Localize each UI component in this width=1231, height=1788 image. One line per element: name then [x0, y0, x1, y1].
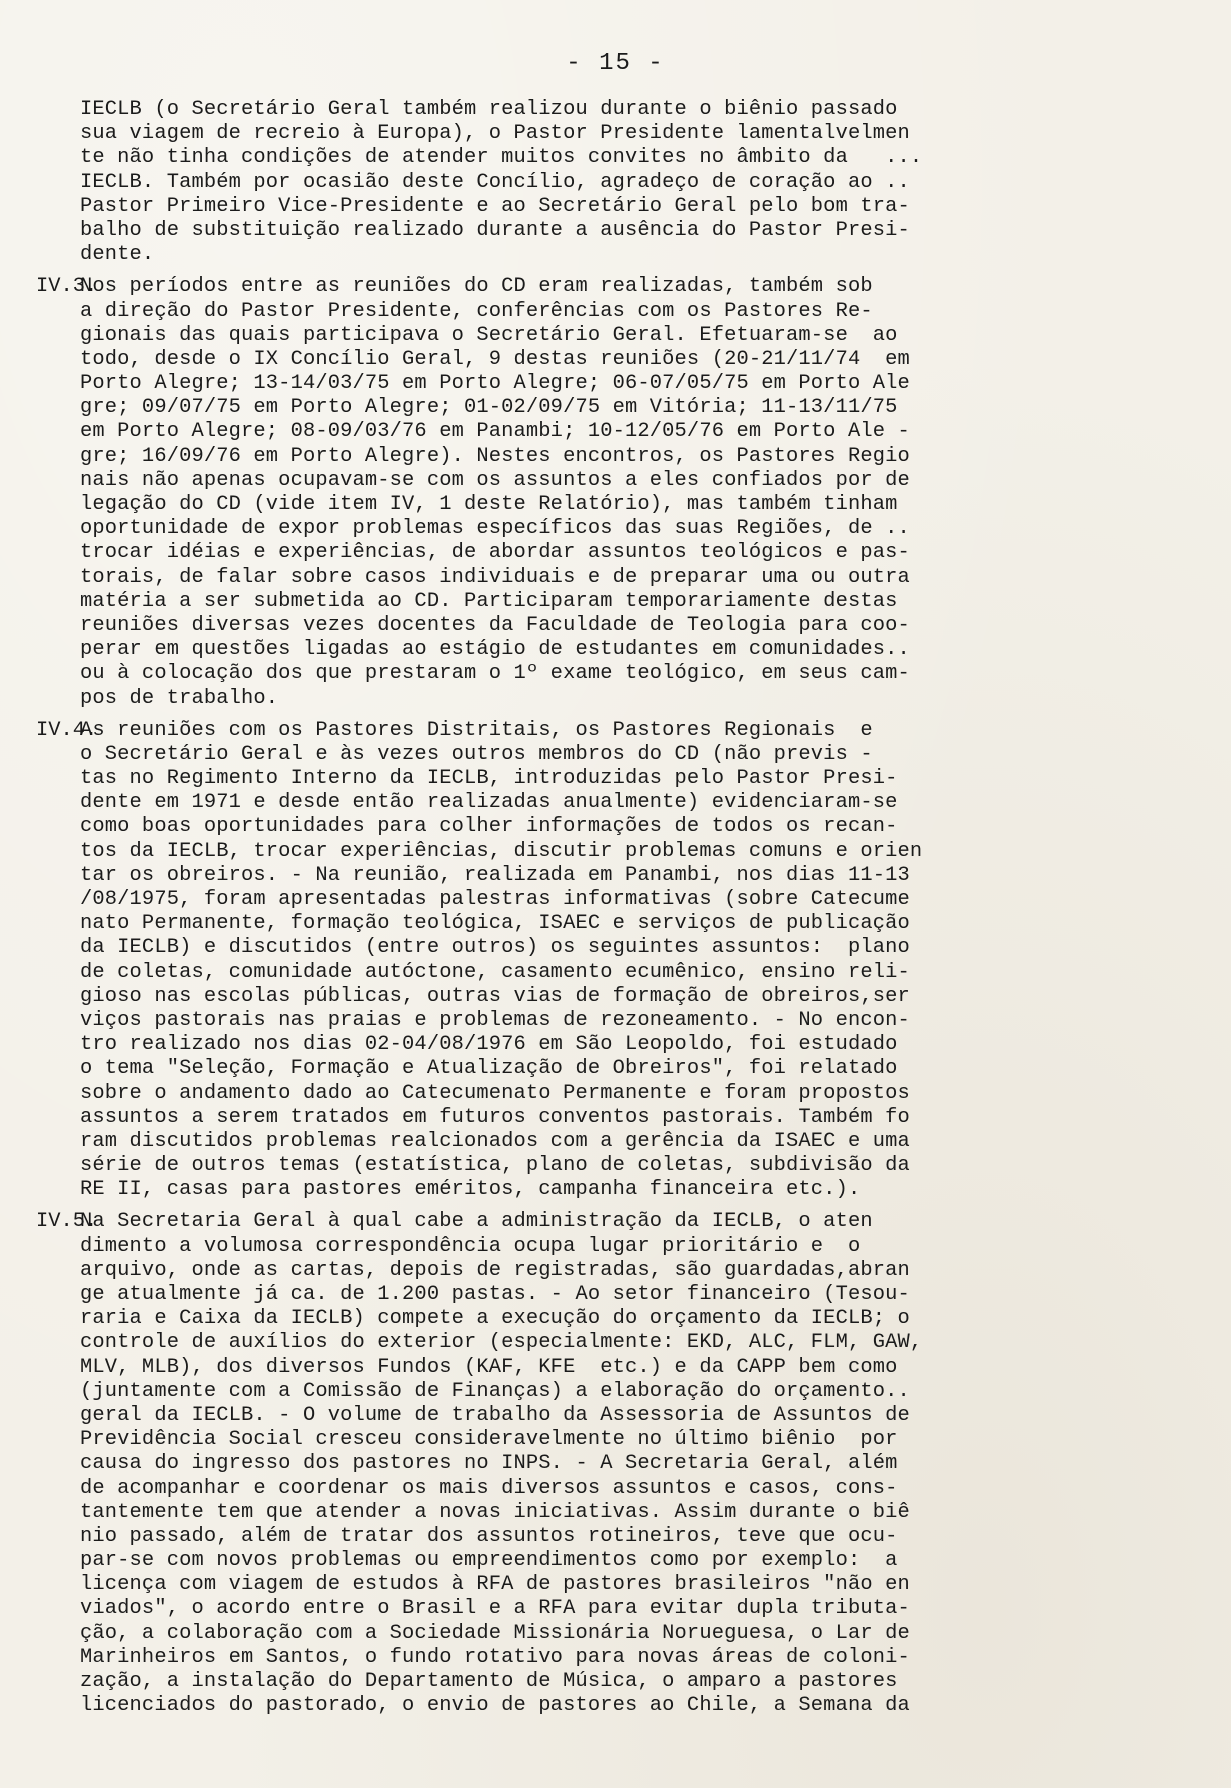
- text-line: balho de substituição realizado durante a ausência do Pastor Presi-: [80, 218, 910, 242]
- page-number: - 15 -: [566, 50, 665, 77]
- text-line: gre; 16/09/76 em Porto Alegre). Nestes encontros, os Pastores Regio: [80, 444, 910, 468]
- text-line: todo, desde o IX Concílio Geral, 9 destas reuniões (20-21/11/74 em: [80, 347, 910, 371]
- text-line: de coletas, comunidade autóctone, casamento ecumênico, ensino reli-: [80, 960, 910, 984]
- text-line: em Porto Alegre; 08-09/03/76 em Panambi; 10-12/05/76 em Porto Ale -: [80, 420, 910, 444]
- text-line: Porto Alegre; 13-14/03/75 em Porto Alegre; 06-07/05/75 em Porto Ale: [80, 372, 910, 396]
- text-line: sua viagem de recreio à Europa), o Pastor Presidente lamentalvelmen: [80, 122, 910, 146]
- text-line: dimento a volumosa correspondência ocupa lugar prioritário e o: [80, 1234, 861, 1258]
- text-line: controle de auxílios do exterior (especialmente: EKD, ALC, FLM, GAW,: [80, 1331, 923, 1355]
- text-line: Na Secretaria Geral à qual cabe a administração da IECLB, o aten: [80, 1210, 873, 1234]
- text-line: ram discutidos problemas realcionados com a gerência da ISAEC e uma: [80, 1129, 910, 1153]
- text-line: par-se com novos problemas ou empreendimentos como por exemplo: a: [80, 1549, 898, 1573]
- text-line: ge atualmente já ca. de 1.200 pastas. - Ao setor financeiro (Tesou-: [80, 1283, 910, 1306]
- section-iv-3: [36, 275, 1080, 710]
- text-line: MLV, MLB), dos diversos Fundos (KAF, KFE etc.) e da CAPP bem como: [80, 1355, 898, 1379]
- text-line: Marinheiros em Santos, o fundo rotativo para novas áreas de coloni-: [80, 1645, 910, 1669]
- text-line: ou à colocação dos que prestaram o 1º exame teológico, em seus cam-: [80, 662, 910, 686]
- text-line: raria e Caixa da IECLB) compete a execução do orçamento da IECLB; o: [80, 1307, 910, 1331]
- text-line: oportunidade de expor problemas específicos das suas Regiões, de ..: [80, 517, 910, 541]
- text-line: perar em questões ligadas ao estágio de estudantes em comunidades..: [80, 638, 910, 662]
- text-line: o tema "Seleção, Formação e Atualização de Obreiros", foi relatado: [80, 1057, 898, 1081]
- text-line: reuniões diversas vezes docentes da Faculdade de Teologia para coo-: [80, 613, 910, 637]
- text-line: série de outros temas (estatística, plano de coletas, subdivisão da: [80, 1154, 910, 1178]
- text-line: nato Permanente, formação teológica, ISAEC e serviços de publicação: [80, 912, 910, 936]
- text-line: te não tinha condições de atender muitos convites no âmbito da ...: [80, 146, 923, 170]
- section-iv-5: [36, 1210, 1080, 1718]
- text-line: pos de trabalho.: [80, 686, 279, 710]
- text-line: Previdência Social cresceu consideravelmente no último biênio por: [80, 1428, 898, 1452]
- text-line: arquivo, onde as cartas, depois de registradas, são guardadas,abran: [80, 1258, 910, 1282]
- text-line: dente.: [80, 243, 155, 267]
- text-line: causa do ingresso dos pastores no INPS. - A Secretaria Geral, além: [80, 1452, 898, 1476]
- text-line: licença com viagem de estudos à RFA de pastores brasileiros "não en: [80, 1573, 910, 1597]
- text-line: geral da IECLB. - O volume de trabalho da Assessoria de Assuntos de: [80, 1403, 910, 1427]
- document-body: [36, 98, 1080, 1718]
- text-line: da IECLB) e discutidos (entre outros) os seguintes assuntos: plano: [80, 936, 910, 960]
- section-label: IV.3.: [36, 275, 98, 299]
- text-line: /08/1975, foram apresentadas palestras informativas (sobre Catecume: [80, 888, 910, 911]
- text-line: legação do CD (vide item IV, 1 deste Relatório), mas também tinham: [80, 493, 898, 516]
- text-line: matéria a ser submetida ao CD. Participaram temporariamente destas: [80, 589, 898, 613]
- text-line: Nos períodos entre as reuniões do CD eram realizadas, também sob: [80, 275, 873, 299]
- text-line: ção, a colaboração com a Sociedade Missionária Norueguesa, o Lar de: [80, 1621, 910, 1645]
- text-line: gre; 09/07/75 em Porto Alegre; 01-02/09/75 em Vitória; 11-13/11/75: [80, 396, 898, 420]
- text-line: gionais das quais participava o Secretário Geral. Efetuaram-se ao: [80, 323, 898, 347]
- text-line: viados", o acordo entre o Brasil e a RFA para evitar dupla tributa-: [80, 1597, 910, 1621]
- text-line: gioso nas escolas públicas, outras vias de formação de obreiros,ser: [80, 984, 910, 1008]
- text-line: trocar idéias e experiências, de abordar assuntos teológicos e pas-: [80, 541, 910, 565]
- text-line: tas no Regimento Interno da IECLB, introduzidas pelo Pastor Presi-: [80, 767, 898, 791]
- text-line: nais não apenas ocupavam-se com os assuntos a eles confiados por de: [80, 468, 910, 492]
- text-line: tos da IECLB, trocar experiências, discutir problemas comuns e orien: [80, 839, 923, 863]
- text-line: As reuniões com os Pastores Distritais, os Pastores Regionais e: [80, 718, 873, 742]
- text-line: sobre o andamento dado ao Catecumenato Permanente e foram propostos: [80, 1081, 910, 1105]
- text-line: tro realizado nos dias 02-04/08/1976 em São Leopoldo, foi estudado: [80, 1033, 898, 1057]
- text-line: nio passado, além de tratar dos assuntos rotineiros, teve que ocu-: [80, 1524, 898, 1548]
- text-line: dente em 1971 e desde então realizadas anualmente) evidenciaram-se: [80, 791, 898, 815]
- text-line: viços pastorais nas praias e problemas de rezoneamento. - No encon-: [80, 1008, 910, 1032]
- text-line: o Secretário Geral e às vezes outros membros do CD (não previs -: [80, 742, 873, 766]
- text-line: RE II, casas para pastores eméritos, campanha financeira etc.).: [80, 1178, 861, 1202]
- text-line: IECLB (o Secretário Geral também realizou durante o biênio passado: [80, 98, 898, 121]
- text-line: torais, de falar sobre casos individuais e de preparar uma ou outra: [80, 565, 910, 589]
- intro-paragraph: [80, 98, 1080, 267]
- text-line: assuntos a serem tratados em futuros conventos pastorais. Também fo: [80, 1105, 910, 1129]
- text-line: como boas oportunidades para colher informações de todos os recan-: [80, 815, 898, 839]
- text-line: a direção do Pastor Presidente, conferências com os Pastores Re-: [80, 299, 873, 323]
- text-line: zação, a instalação do Departamento de Música, o amparo a pastores: [80, 1670, 898, 1693]
- text-line: Pastor Primeiro Vice-Presidente e ao Secretário Geral pelo bom tra-: [80, 194, 910, 218]
- text-line: IECLB. Também por ocasião deste Concílio, agradeço de coração ao ..: [80, 170, 910, 194]
- section-iv-4: [36, 718, 1080, 1203]
- text-line: tantemente tem que atender a novas iniciativas. Assim durante o biê: [80, 1500, 910, 1524]
- section-label: IV.5.: [36, 1210, 98, 1234]
- text-line: tar os obreiros. - Na reunião, realizada em Panambi, nos dias 11-13: [80, 863, 910, 887]
- text-line: de acompanhar e coordenar os mais diversos assuntos e casos, cons-: [80, 1476, 898, 1500]
- section-label: IV.4.: [36, 718, 98, 742]
- text-line: licenciados do pastorado, o envio de pastores ao Chile, a Semana da: [80, 1694, 910, 1718]
- text-line: (juntamente com a Comissão de Finanças) a elaboração do orçamento..: [80, 1379, 910, 1403]
